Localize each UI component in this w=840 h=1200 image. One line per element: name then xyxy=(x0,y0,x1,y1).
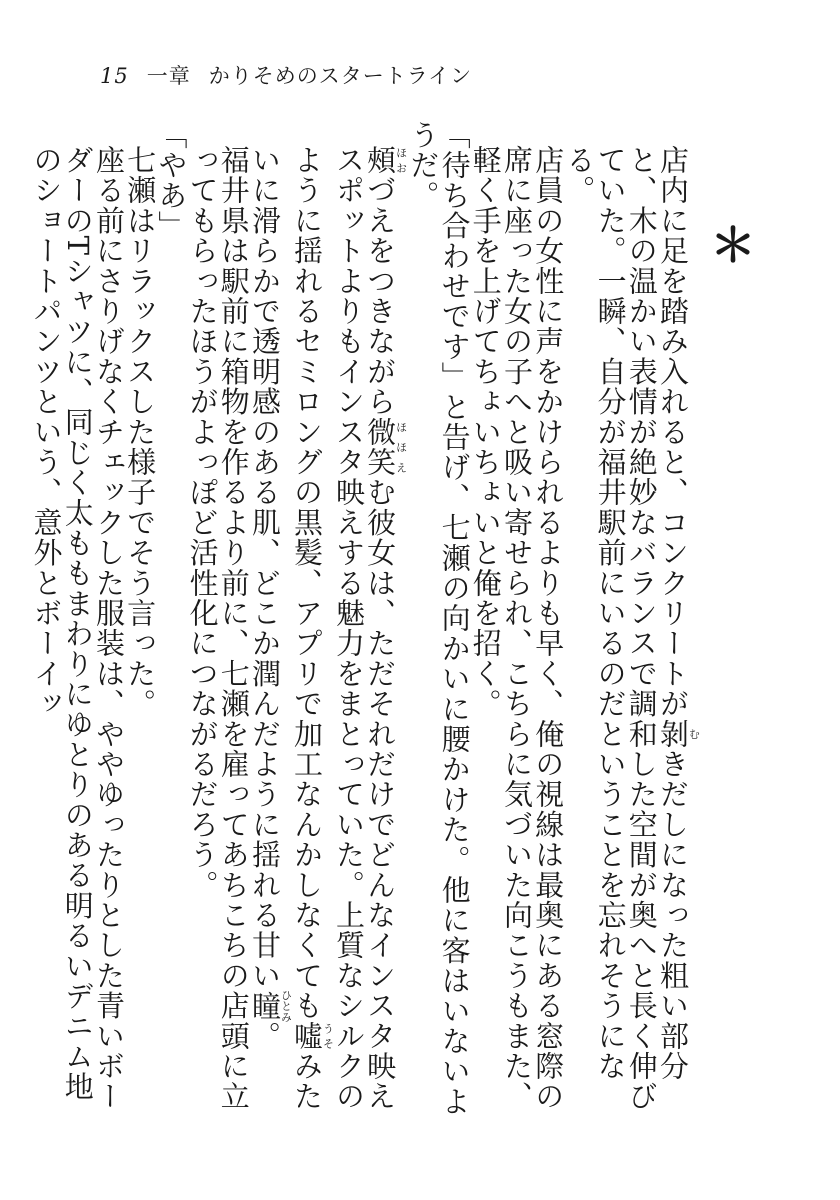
ruby-base: 噓 xyxy=(289,1020,324,1052)
chapter-label: 一章 xyxy=(146,64,191,88)
text-segment: 福井県は駅前に箱物を作るより前に、七瀬を雇ってあちこちの店頭に立ってもらったほうがよっぽど活性化につながるだろう。 xyxy=(185,145,251,1112)
text-segment: む彼女は、ただそれだけでどんなインスタ映えスポットよりもインスタ映えする魅力をまとっていた。上質なシルクのように揺れるセミロングの黒髪、アプリで加工なんかしなくても xyxy=(289,145,398,1112)
ruby-reading: ほほえ xyxy=(394,416,408,478)
text-segment: 店内に足を踏み入れると、コンクリートが xyxy=(656,145,690,719)
paragraph xyxy=(406,120,472,1120)
page-number: 15 xyxy=(100,64,129,88)
ruby-word xyxy=(247,989,293,1023)
text-segment: 「待ち合わせです」と告げ、七瀬の向かいに腰かけた。他に客はいないようだ。 xyxy=(406,120,472,1117)
ruby-reading: ほお xyxy=(394,145,408,176)
ruby-base: 頰 xyxy=(363,145,398,176)
ruby-word xyxy=(363,145,408,176)
paragraph xyxy=(563,120,700,1120)
ruby-reading: ひとみ xyxy=(279,989,293,1023)
text-segment: 。 xyxy=(247,1020,282,1052)
text-segment: 座る前にさりげなくチェックした服装は、ややゆったりとした青いボーダーのTシャツに、同じく太ももまわりにゆとりのある明るいデニム地のショートパンツという、意外とボーイッ xyxy=(29,145,126,1112)
paragraph xyxy=(185,120,251,1120)
section-break-mark: ＊ xyxy=(710,218,756,272)
text-segment: 「やあ」 xyxy=(154,120,189,241)
text-segment: づえをつきながら xyxy=(363,175,398,417)
ruby-reading: うそ xyxy=(321,1020,335,1052)
ruby-word xyxy=(289,1020,335,1052)
text-segment: 七瀬はリラックスした様子でそう言った。 xyxy=(123,145,158,719)
text-segment: きだしになった粗い部分と、木の温かい表情が絶妙なバランスで調和した空間が奥へと長く伸びていた。一瞬、自分が福井駅前にいるのだということを忘れそうになる。 xyxy=(562,145,690,1112)
chapter-title: かりそめのスタートライン xyxy=(208,64,473,88)
paragraph xyxy=(470,120,564,1120)
running-header xyxy=(100,60,472,90)
text-segment: 店員の女性に声をかけられるよりも早く、俺の視線は最奥にある窓際の席に座った女の子へと吸い寄せられ、こちらに気づいた向こうもまた、軽く手を上げてちょいちょいと俺を招く。 xyxy=(468,145,566,1112)
ruby-word xyxy=(656,718,701,750)
paragraph xyxy=(30,120,124,1120)
body-text xyxy=(30,120,700,1120)
ruby-reading: む xyxy=(687,718,701,749)
paragraph xyxy=(123,120,158,1120)
ruby-base: 瞳 xyxy=(247,989,282,1023)
ruby-word xyxy=(363,416,408,478)
ruby-base: 微笑 xyxy=(363,416,398,478)
paragraph xyxy=(154,120,189,1120)
text-segment: みたいに滑らかで透明感のある肌、どこか潤んだように揺れる甘い xyxy=(247,145,324,1112)
paragraph xyxy=(249,120,407,1120)
ruby-base: 剝 xyxy=(656,718,690,750)
